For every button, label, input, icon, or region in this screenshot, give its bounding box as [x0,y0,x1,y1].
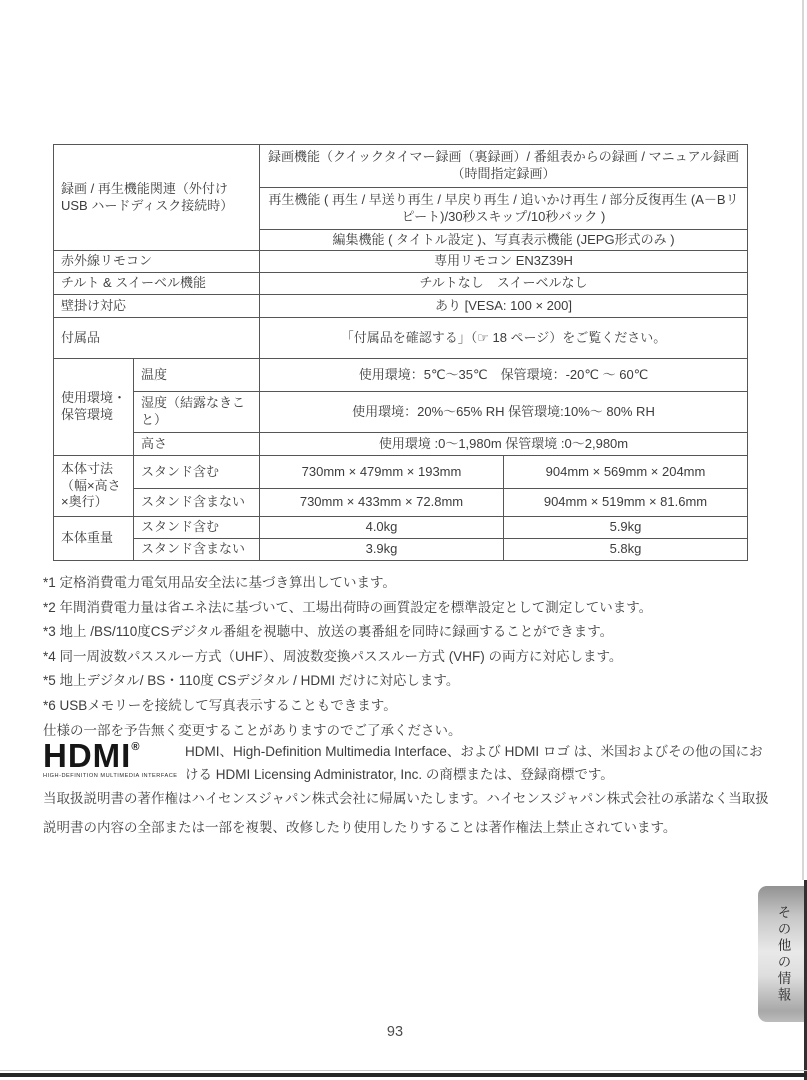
spec-value-humidity: 使用環境：20%～65% RH 保管環境:10%～ 80% RH [260,392,748,433]
spec-value-wall-mount: あり [VESA: 100 × 200] [260,295,748,318]
spec-sublabel-dim-without-stand: スタンド含まない [134,489,260,517]
table-row [54,359,748,392]
scan-edge-right-light [802,0,804,880]
table-row [54,273,748,295]
spec-sublabel-weight-with-stand: スタンド含む [134,517,260,539]
hdmi-logo-subtext: HIGH-DEFINITION MULTIMEDIA INTERFACE [43,773,178,779]
section-tab-other-info [758,886,807,1022]
spec-label-environment: 使用環境・保管環境 [54,359,134,456]
table-row [54,539,748,561]
spec-sublabel-weight-without-stand: スタンド含まない [134,539,260,561]
spec-label-tilt-swivel: チルト & スイーベル機能 [54,273,260,295]
spec-table [53,144,748,561]
spec-label-dimensions: 本体寸法（幅×高さ×奥行） [54,456,134,517]
spec-value-altitude: 使用環境 :0～1,980m 保管環境 :0～2,980m [260,433,748,456]
footnote: *5 地上デジタル/ BS・110度 CSデジタル / HDMI だけに対応します。 [43,673,460,689]
table-row [54,517,748,539]
spec-label-accessories: 付属品 [54,318,260,359]
footnote: *1 定格消費電力電気用品安全法に基づき算出しています。 [43,575,396,590]
table-row [54,392,748,433]
spec-value-tilt-swivel: チルトなし スイーベルなし [260,273,748,295]
scan-edge-bottom-light [0,1070,807,1071]
footnotes-list [43,571,773,719]
hdmi-logo-icon [43,737,185,779]
spec-value-accessories: 「付属品を確認する」（☞ 18 ページ）をご覧ください。 [260,318,748,359]
spec-value-edit-function: 編集機能 ( タイトル設定 )、写真表示機能 (JEPG形式のみ ) [260,230,748,251]
spec-label-remote: 赤外線リモコン [54,251,260,273]
spec-sublabel-temperature: 温度 [134,359,260,392]
hdmi-logo-wordmark: HDMI® [43,737,141,774]
footnote: *2 年間消費電力量は省エネ法に基づいて、工場出荷時の画質設定を標準設定として測定しています。 [43,599,653,615]
footnote: *3 地上 /BS/110度CSデジタル番組を視聴中、放送の裏番組を同時に録画することができます。 [43,624,614,640]
table-row [54,489,748,517]
footnote: *4 同一周波数パススルー方式（UHF）、周波数変換パススルー方式 (VHF) の両方に対応します。 [43,648,623,664]
table-row [54,433,748,456]
spec-value-dim-without-stand-a: 730mm × 433mm × 72.8mm [260,489,504,517]
spec-change-notice: 仕様の一部を予告無く変更することがありますのでご了承ください。 [43,723,462,738]
spec-sublabel-humidity: 湿度（結露なきこと） [134,392,260,433]
spec-label-wall-mount: 壁掛け対応 [54,295,260,318]
spec-label-weight: 本体重量 [54,517,134,561]
table-row [54,456,748,489]
spec-value-temperature: 使用環境：5℃～35℃ 保管環境：-20℃ ～ 60℃ [260,359,748,392]
table-row [54,251,748,273]
spec-value-weight-with-stand-b: 5.9kg [504,517,748,539]
spec-value-record-function: 録画機能（クイックタイマー録画（裏録画）/ 番組表からの録画 / マニュアル録画（時間指定録画） [260,145,748,188]
spec-value-weight-without-stand-a: 3.9kg [260,539,504,561]
page-number: 93 [386,1024,404,1040]
table-row [54,318,748,359]
hdmi-trademark-text: HDMI、High-Definition Multimedia Interface、および HDMI ロゴ は、米国およびその他の国における HDMI Licensing Administrator, Inc. の商標または、登録商標です。 [185,744,763,782]
spec-value-play-function: 再生機能 ( 再生 / 早送り再生 / 早戻り再生 / 追いかけ再生 / 部分反復再生 (A－Bリピート)/30秒スキップ/10秒バック ) [260,188,748,230]
footnote: *6 USBメモリーを接続して写真表示することもできます。 [43,697,397,713]
section-tab-label: その他の情報 [775,904,791,1004]
spec-value-weight-without-stand-b: 5.8kg [504,539,748,561]
spec-value-remote: 専用リモコン EN3Z39H [260,251,748,273]
spec-value-dim-with-stand-a: 730mm × 479mm × 193mm [260,456,504,489]
spec-value-dim-without-stand-b: 904mm × 519mm × 81.6mm [504,489,748,517]
table-row [54,295,748,318]
table-row [54,145,748,188]
spec-sublabel-dim-with-stand: スタンド含む [134,456,260,489]
scan-edge-bottom-dark [0,1073,807,1077]
registered-trademark-icon: ® [131,741,141,753]
copyright-text: 当取扱説明書の著作権はハイセンスジャパン株式会社に帰属いたします。ハイセンスジャパン株式会社の承諾なく当取扱説明書の内容の全部または一部を複製、改修したり使用したりすることは著作権法上禁止されています。 [43,791,769,835]
spec-label-recording: 録画 / 再生機能関連（外付け USB ハードディスク接続時） [54,145,260,251]
spec-value-weight-with-stand-a: 4.0kg [260,517,504,539]
spec-sublabel-altitude: 高さ [134,433,260,456]
hdmi-trademark-section [43,737,767,786]
spec-value-dim-with-stand-b: 904mm × 569mm × 204mm [504,456,748,489]
